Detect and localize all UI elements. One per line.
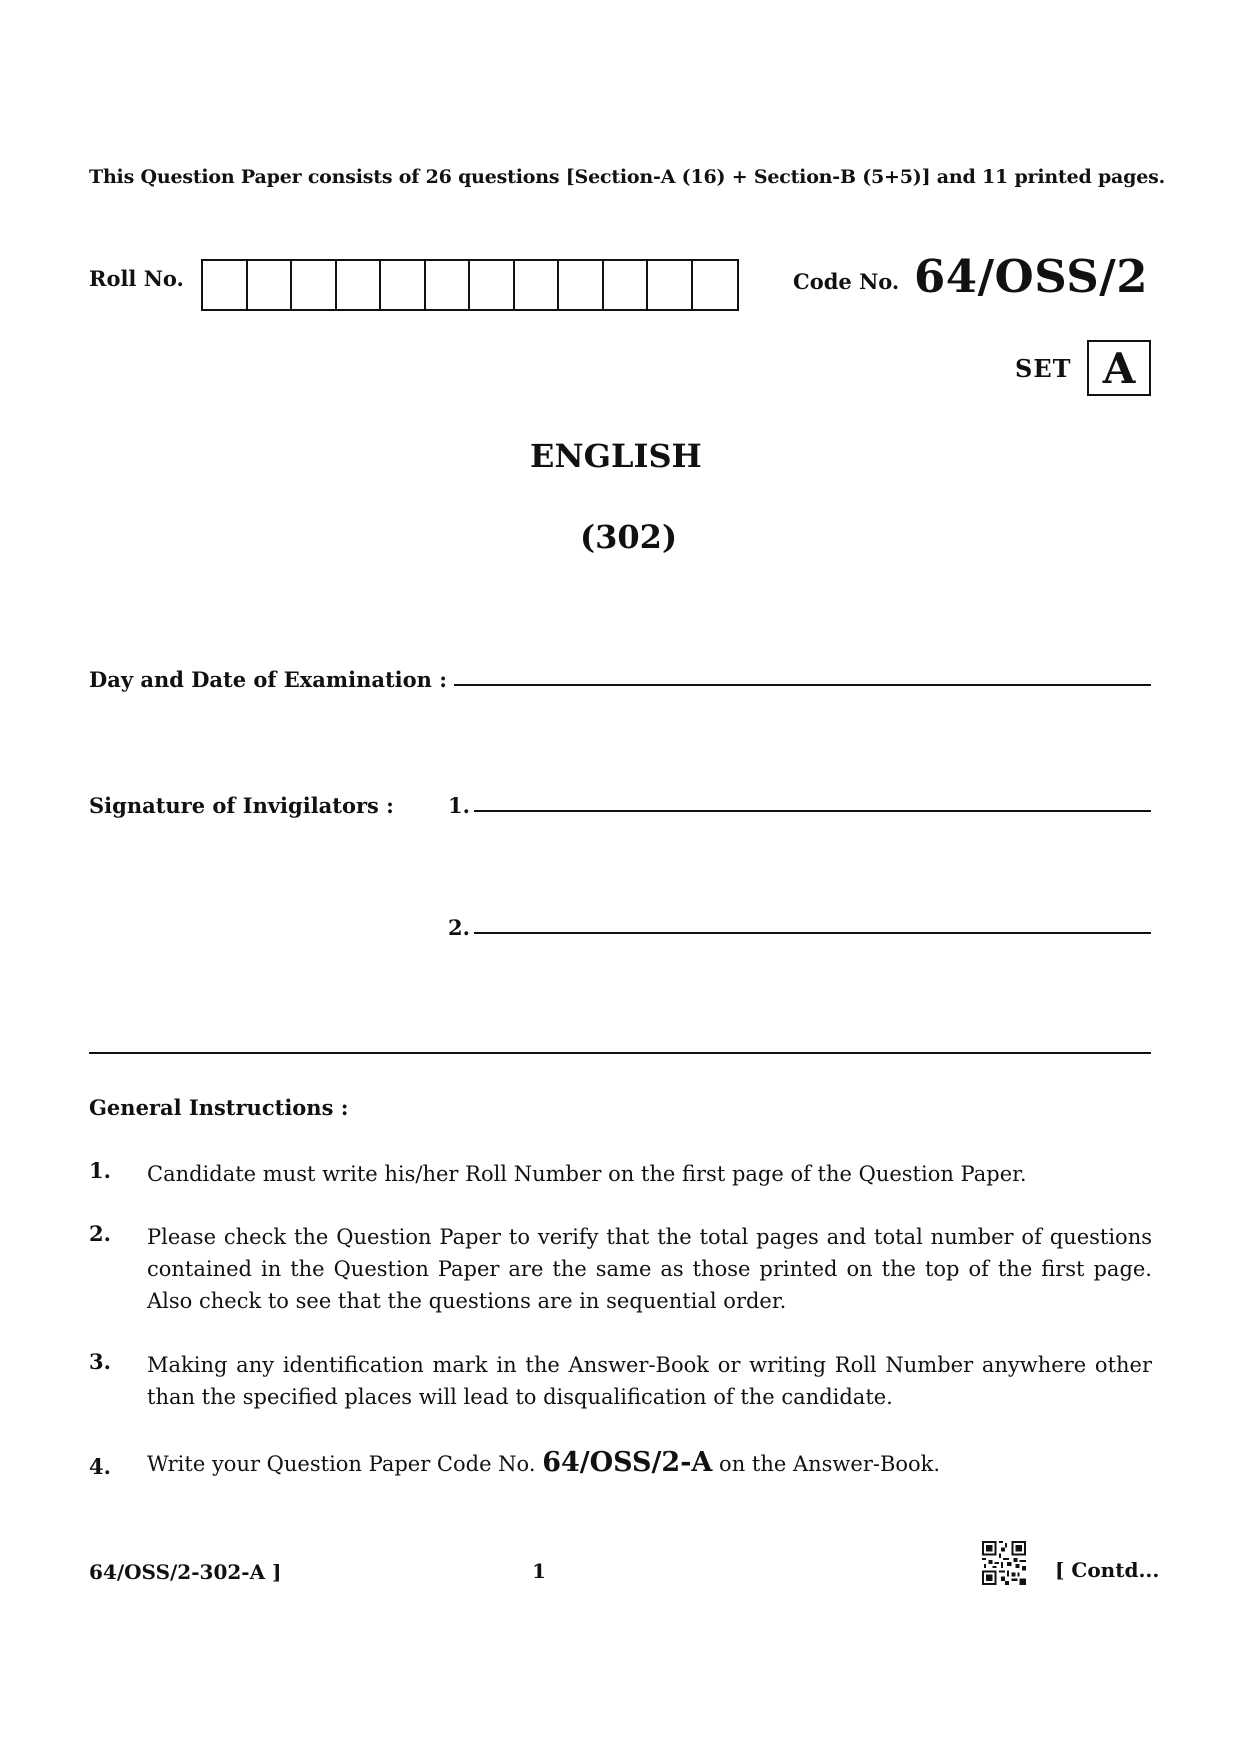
code-number-label: Code No. — [793, 269, 900, 294]
roll-number-box[interactable] — [248, 261, 293, 309]
answer-book-code: 64/OSS/2-A — [542, 1447, 713, 1478]
roll-number-box[interactable] — [604, 261, 649, 309]
instruction-text: Making any identification mark in the Answer-Book or writing Roll Number anywhere other than the specified places will lead to disqualification of the candidate. — [147, 1353, 1152, 1409]
set-value: A — [1087, 340, 1151, 396]
subject-code: (302) — [580, 518, 678, 556]
signature-2-line[interactable] — [474, 932, 1151, 934]
roll-number-box[interactable] — [337, 261, 382, 309]
subject-title: ENGLISH — [530, 437, 702, 475]
exam-date-line[interactable] — [454, 684, 1151, 686]
instruction-number: 4. — [89, 1454, 111, 1479]
invigilator-signature-label: Signature of Invigilators : — [89, 793, 394, 818]
instruction-text: Please check the Question Paper to verify that the total pages and total number of questions contained in the Question Paper are the same as those printed on the top of the first page. Also check to see that the questions are in sequential order. — [147, 1225, 1152, 1313]
instruction-number: 3. — [89, 1349, 111, 1374]
roll-number-box[interactable] — [426, 261, 471, 309]
roll-number-label: Roll No. — [89, 266, 184, 291]
roll-number-box[interactable] — [515, 261, 560, 309]
signature-2-number: 2. — [448, 915, 470, 940]
instruction-text: Candidate must write his/her Roll Number on the first page of the Question Paper. — [147, 1162, 1027, 1186]
roll-number-boxes[interactable] — [201, 259, 739, 311]
instruction-number: 1. — [89, 1158, 111, 1183]
roll-number-box[interactable] — [648, 261, 693, 309]
code-number-value: 64/OSS/2 — [914, 250, 1149, 303]
general-instructions-heading: General Instructions : — [89, 1095, 349, 1120]
section-divider — [89, 1052, 1151, 1054]
roll-number-box[interactable] — [693, 261, 738, 309]
signature-1-line[interactable] — [474, 810, 1151, 812]
roll-number-box[interactable] — [470, 261, 515, 309]
footer-page-number: 1 — [532, 1559, 546, 1583]
instruction-text-before: Write your Question Paper Code No. — [147, 1452, 536, 1476]
exam-date-label: Day and Date of Examination : — [89, 667, 447, 692]
instruction-text-after: on the Answer-Book. — [719, 1452, 941, 1476]
roll-number-box[interactable] — [381, 261, 426, 309]
roll-number-box[interactable] — [559, 261, 604, 309]
instruction-number: 2. — [89, 1221, 111, 1246]
footer-paper-code: 64/OSS/2-302-A ] — [89, 1560, 282, 1584]
qr-code-icon — [982, 1541, 1026, 1585]
roll-number-box[interactable] — [203, 261, 248, 309]
footer-continued: [ Contd... — [1055, 1558, 1160, 1582]
paper-summary: This Question Paper consists of 26 questions [Section-A (16) + Section-B (5+5)] and 11 printed pages. — [89, 166, 1166, 188]
signature-1-number: 1. — [448, 793, 470, 818]
set-label: SET — [1015, 354, 1072, 383]
instruction-text — [147, 1447, 1152, 1480]
roll-number-box[interactable] — [292, 261, 337, 309]
